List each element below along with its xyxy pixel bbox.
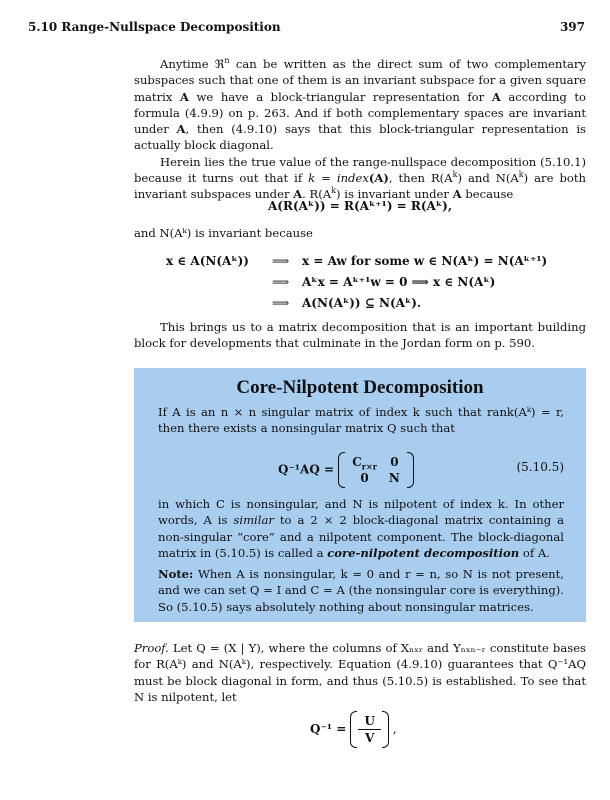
range-invariance-equation: A(R(Aᵏ)) = R(Aᵏ⁺¹) = R(Aᵏ), (267, 199, 452, 213)
theorem-title: Core-Nilpotent Decomposition (236, 377, 484, 398)
defined-term: core-nilpotent decomposition (327, 545, 520, 560)
equation-5-10-5 (158, 448, 564, 488)
section-title: 5.10 Range-Nullspace Decomposition (28, 20, 281, 34)
paragraph-2: Herein lies the true value of the range-nullspace decomposition (5.10.1) because it turns out that if k = index(A), then $R(A^k)$ and $N(A^k)$ are both invariant subspaces under A. $R(A^k)$ is invariant under A because (134, 154, 586, 202)
q-inverse-lhs: Q⁻¹ = (310, 722, 351, 736)
proof-label: Proof. (134, 641, 169, 655)
implication-premise: x ∈ A(N(Aᵏ)) (166, 254, 249, 268)
proof-paragraph: Proof. Let Q = (X | Y), where the columns of Xₙₓᵣ and Yₙₓₙ₋ᵣ constitute bases for R(Aᵏ) and N(Aᵏ), respectively. Equation (4.9.10) guarantees that Q⁻¹AQ must be block diagonal in form, and thus (5.10.5) is established. To see that N is nilpotent, let (134, 641, 586, 704)
intro-paragraphs (134, 56, 586, 203)
matrix-entry-nilpotent: N (388, 471, 400, 485)
implication-step-1: x = Aw for some w ∈ N(Aᵏ) = N(Aᵏ⁺¹) (302, 254, 548, 268)
page-number: 397 (559, 20, 585, 34)
theorem-statement: If A is an n × n singular matrix of index k such that rank(Aᵏ) = r, then there exists a nonsingular matrix Q such that (158, 405, 564, 436)
theorem-box (134, 368, 586, 622)
implies-arrow: ⟹ (272, 296, 290, 310)
theorem-note: Note: When A is nonsingular, k = 0 and r = n, so N is not present, and we can set Q = I and C = A (the nonsingular core is everything). So (5.10.5) says absolutely nothing about nonsingular matrices. (158, 567, 564, 614)
equation-number: (5.10.5) (516, 460, 564, 474)
implication-step-3: A(N(Aᵏ)) ⊆ N(Aᵏ). (302, 296, 422, 310)
matrix-entry: 0 (390, 455, 399, 469)
running-head (28, 20, 585, 36)
uv-matrix (350, 713, 388, 746)
matrix-entry: U (358, 713, 380, 730)
note-label: Note: (158, 567, 194, 581)
paragraph-1: Anytime ℜ$^n$ can be written as the direct sum of two complementary subspaces such that one of them is an invariant subspace for a given square matrix A we have a block-triangular representation for A according to formula (4.9.9) on p. 263. And if both complementary spaces are invariant under A, then (4.9.10) says that this block-triangular representation is actually block diagonal. (134, 56, 586, 153)
block-diagonal-matrix (338, 454, 414, 486)
matrix-entry: 0 (360, 471, 369, 485)
paragraph-3: This brings us to a matrix decomposition that is an important building block for developments that culminate in the Jordan form on p. 590. (134, 320, 586, 351)
matrix-entry: V (365, 731, 375, 745)
matrix-entry-core: $C_{r\times r}$ (352, 455, 377, 472)
implies-arrow: ⟹ (272, 254, 290, 268)
q-inverse-equation: Q⁻¹ = U V , (310, 714, 397, 745)
equation-lhs: Q⁻¹AQ = (278, 462, 339, 477)
nullspace-intro-line: and N(Aᵏ) is invariant because (134, 226, 313, 240)
implies-arrow: ⟹ (272, 275, 290, 289)
implication-step-2: Aᵏx = Aᵏ⁺¹w = 0 ⟹ x ∈ N(Aᵏ) (302, 275, 496, 289)
theorem-body: in which C is nonsingular, and N is nilpotent of index k. In other words, A is similar to a 2 × 2 block-diagonal matrix containing a non-singular “core” and a nilpotent component. The block-diagonal matrix in (5.10.5) is called a core-nilpotent decomposition of A. (158, 497, 564, 560)
